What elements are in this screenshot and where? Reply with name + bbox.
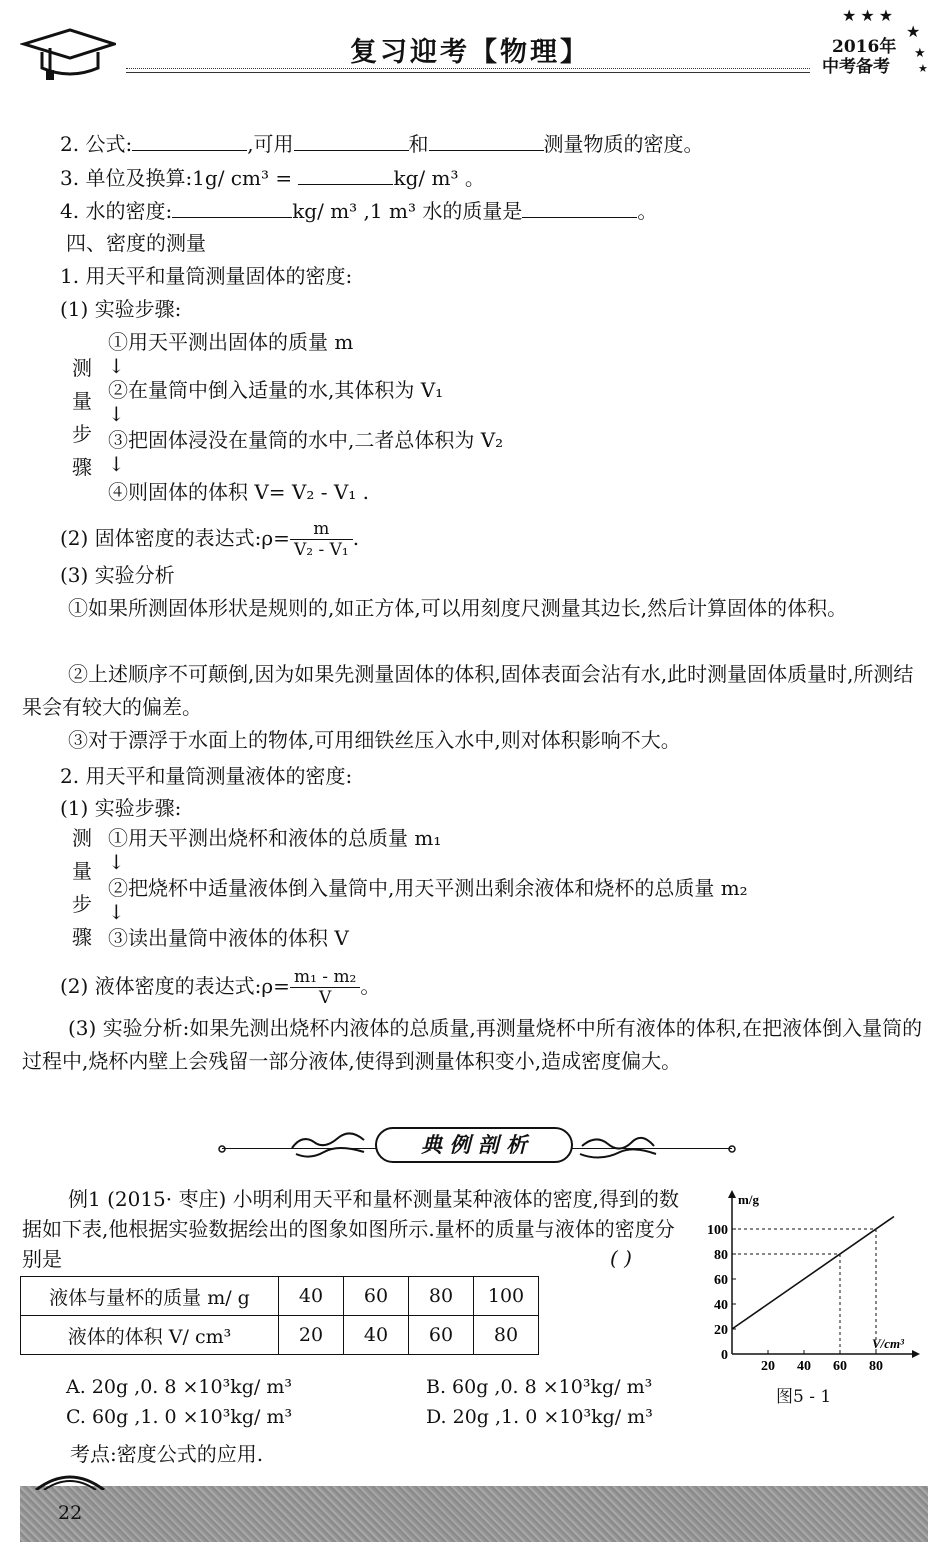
step-item: ②把烧杯中适量液体倒入量筒中,用天平测出剩余液体和烧杯的总质量 m₂ — [108, 876, 748, 900]
figure-caption: 图5 - 1 — [776, 1387, 832, 1407]
fraction — [290, 967, 360, 1008]
fill-blank — [522, 199, 637, 218]
answer-paren: ( ) — [610, 1246, 632, 1270]
fill-blank — [294, 132, 409, 151]
fill-blank — [132, 132, 247, 151]
solid-density-formula — [60, 516, 359, 560]
unit-suffix: kg/ m³ 。 — [393, 166, 485, 190]
y-tick-label: 0 — [721, 1348, 728, 1363]
footer-bar — [20, 1486, 928, 1542]
down-arrow-icon: ↓ — [108, 452, 125, 476]
y-tick-label: 60 — [714, 1273, 728, 1288]
y-tick-label: 40 — [714, 1298, 728, 1313]
table-cell: 60 — [344, 1277, 409, 1316]
example-question — [22, 1184, 692, 1274]
formula-and: 和 — [408, 132, 429, 156]
down-arrow-icon: ↓ — [108, 354, 125, 378]
fraction-denominator: V — [319, 988, 332, 1008]
table-cell: 60 — [409, 1316, 474, 1355]
y-axis-arrow-icon — [728, 1190, 736, 1198]
data-table — [20, 1276, 539, 1355]
step-heading: (1) 实验步骤: — [60, 796, 182, 820]
step-item: ③把固体浸没在量筒的水中,二者总体积为 V₂ — [108, 428, 504, 452]
step-label-char: 量 — [72, 859, 92, 883]
analysis-heading: (3) 实验分析 — [60, 563, 175, 587]
step-heading: (1) 实验步骤: — [60, 297, 182, 321]
formula-label: (2) 液体密度的表达式:ρ= — [60, 974, 290, 998]
x-tick-label: 80 — [869, 1359, 883, 1374]
analysis-paragraph — [22, 1012, 928, 1078]
table-row — [21, 1277, 539, 1316]
water-prefix: 4. 水的密度: — [60, 199, 173, 223]
formula-prefix: 2. 公式: — [60, 132, 133, 156]
step-label-char: 骤 — [72, 455, 92, 479]
fraction-numerator: m — [290, 519, 353, 540]
formula-end: 。 — [360, 974, 381, 998]
table-row — [21, 1316, 539, 1355]
banner-title: 典 例 剖 析 — [421, 1132, 527, 1157]
header-rule — [126, 68, 810, 69]
analysis-text: (3) 实验分析:如果先测出烧杯内液体的总质量,再测量烧杯中所有液体的体积,在把液体倒入量筒的过程中,烧杯内壁上会残留一部分液体,使得到测量体积变小,造成密度偏大。 — [22, 1016, 923, 1073]
y-tick-label: 100 — [707, 1223, 728, 1238]
step-label-char: 骤 — [72, 925, 92, 949]
page-title: 复习迎考【物理】 — [350, 37, 590, 68]
fill-blank — [298, 166, 393, 185]
unit-line — [60, 166, 485, 190]
down-arrow-icon: ↓ — [108, 402, 125, 426]
step-item: ②在量筒中倒入适量的水,其体积为 V₁ — [108, 378, 444, 402]
water-density-line — [60, 199, 657, 223]
x-tick-label: 40 — [797, 1359, 811, 1374]
step-label-char: 测 — [72, 356, 92, 380]
fill-blank — [429, 132, 544, 151]
down-arrow-icon: ↓ — [108, 900, 125, 924]
formula-suffix: 测量物质的密度。 — [543, 132, 704, 156]
formula-label: (2) 固体密度的表达式:ρ= — [60, 526, 290, 550]
analysis-paragraph — [22, 592, 928, 625]
down-arrow-icon: ↓ — [108, 850, 125, 874]
table-cell: 80 — [409, 1277, 474, 1316]
data-line — [732, 1217, 894, 1330]
step-label-char: 测 — [72, 826, 92, 850]
badge-sub: 中考备考 — [822, 57, 890, 77]
option-b: B. 60g ,0. 8 ×10³kg/ m³ — [426, 1376, 653, 1398]
example-text: 例1 (2015· 枣庄) 小明利用天平和量杯测量某种液体的密度,得到的数据如下表,他根据实验数据绘出的图象如图所示.量杯的质量与液体的密度分别是 — [22, 1187, 680, 1271]
subsection-heading: 1. 用天平和量筒测量固体的密度: — [60, 264, 353, 288]
step-label-char: 量 — [72, 389, 92, 413]
analysis-text: ②上述顺序不可颠倒,因为如果先测量固体的体积,固体表面会沾有水,此时测量固体质量时,所测结果会有较大的偏差。 — [22, 662, 914, 719]
table-cell: 液体的体积 V/ cm³ — [21, 1316, 279, 1355]
y-tick-label: 20 — [714, 1323, 728, 1338]
table-cell: 40 — [344, 1316, 409, 1355]
fill-blank — [172, 199, 292, 218]
y-tick-label: 80 — [714, 1248, 728, 1263]
analysis-paragraph — [22, 658, 928, 724]
mass-volume-chart — [696, 1186, 936, 1380]
page-number: 22 — [58, 1502, 83, 1524]
section-heading: 四、密度的测量 — [66, 231, 206, 255]
fraction-numerator: m₁ - m₂ — [290, 967, 360, 988]
analysis-text: ③对于漂浮于水面上的物体,可用细铁丝压入水中,则对体积影响不大。 — [68, 728, 681, 752]
table-cell: 液体与量杯的质量 m/ g — [21, 1277, 279, 1316]
kaodian: 考点:密度公式的应用. — [70, 1442, 264, 1466]
fraction-denominator: V₂ - V₁ — [293, 540, 349, 560]
badge-year: 2016年 — [832, 37, 897, 57]
table-cell: 40 — [279, 1277, 344, 1316]
water-suffix: 。 — [637, 199, 658, 223]
stars-icon: ★★★ ★ ★ ★ — [842, 6, 932, 75]
x-tick-label: 60 — [833, 1359, 847, 1374]
analysis-text: ①如果所测固体形状是规则的,如正方体,可以用刻度尺测量其边长,然后计算固体的体积。 — [68, 596, 848, 620]
water-mid: kg/ m³ ,1 m³ 水的质量是 — [292, 199, 523, 223]
x-tick-label: 20 — [761, 1359, 775, 1374]
liquid-density-formula — [60, 964, 380, 1008]
option-c: C. 60g ,1. 0 ×10³kg/ m³ — [66, 1406, 293, 1428]
table-cell: 20 — [279, 1316, 344, 1355]
step-item: ①用天平测出固体的质量 m — [108, 330, 354, 354]
option-d: D. 20g ,1. 0 ×10³kg/ m³ — [426, 1406, 653, 1428]
formula-end: . — [352, 526, 360, 550]
analysis-paragraph — [22, 724, 928, 757]
step-label-char: 步 — [72, 892, 92, 916]
option-a: A. 20g ,0. 8 ×10³kg/ m³ — [66, 1376, 292, 1398]
formula-line — [60, 132, 704, 156]
x-axis-label: V/cm³ — [872, 1336, 905, 1351]
x-axis-arrow-icon — [912, 1350, 920, 1358]
header-rule-2 — [126, 72, 810, 73]
formula-mid: ,可用 — [247, 132, 294, 156]
fraction — [290, 519, 353, 560]
y-axis-label: m/g — [738, 1192, 759, 1207]
table-cell: 80 — [474, 1316, 539, 1355]
subsection-heading: 2. 用天平和量筒测量液体的密度: — [60, 764, 353, 788]
footer-ornament-icon — [30, 1470, 110, 1490]
step-item: ③读出量筒中液体的体积 V — [108, 926, 349, 950]
step-item: ④则固体的体积 V= V₂ - V₁ . — [108, 480, 370, 504]
unit-prefix: 3. 单位及换算:1g/ cm³ = — [60, 166, 293, 190]
table-cell: 100 — [474, 1277, 539, 1316]
step-item: ①用天平测出烧杯和液体的总质量 m₁ — [108, 826, 442, 850]
graduation-cap-icon — [20, 26, 116, 82]
step-label-char: 步 — [72, 422, 92, 446]
